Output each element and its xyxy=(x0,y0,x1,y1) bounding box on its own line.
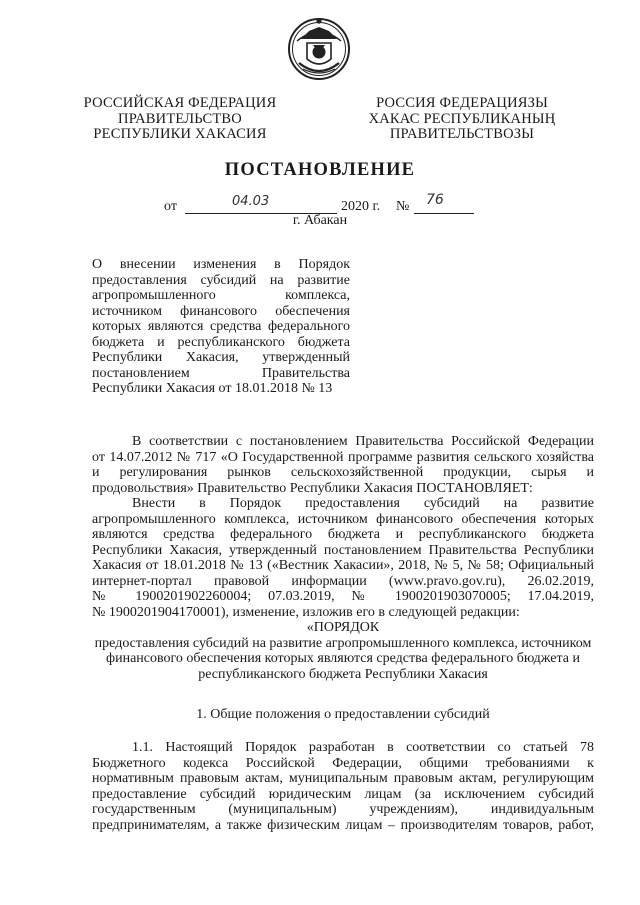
body-line: Хакасия от 18.01.2018 № 13 («Вестник Хакасии», 2018, № 5, № 58; Официальный xyxy=(92,558,594,573)
section-heading xyxy=(92,707,594,723)
header-left-line: РОССИЙСКАЯ ФЕДЕРАЦИЯ xyxy=(83,95,277,111)
body-line: предпринимателям, а также физическим лицам – производителям товаров, работ, xyxy=(92,817,594,833)
order-title-line: предоставления субсидий на развитие агропромышленного комплекса, источником xyxy=(94,635,592,651)
body-line: Бюджетного кодекса Российской Федерации, общими требованиями к xyxy=(92,755,594,771)
body-line: № 1900201902260004; 07.03.2019, № 1900201903070005; 17.04.2019, xyxy=(92,589,594,604)
subject-block xyxy=(92,257,350,397)
order-title-line: «ПОРЯДОК xyxy=(306,620,380,635)
header-left-line: РЕСПУБЛИКИ ХАКАСИЯ xyxy=(93,126,267,142)
body-line: предоставление субсидий юридическим лицам (за исключением субсидий xyxy=(92,786,594,802)
subject-line: предоставления субсидий на развитие xyxy=(92,272,350,288)
body-line: № 1900201904170001), изменение, изложив его в следующей редакции: xyxy=(92,604,520,620)
header-right-line: ПРАВИТЕЛЬСТВОЗЫ xyxy=(389,126,535,142)
subject-line: постановлением Правительства xyxy=(92,365,350,381)
header-right-block xyxy=(362,96,562,143)
body-line: государственным (муниципальным) учреждениям), индивидуальным xyxy=(92,802,594,817)
handwritten-date: 04.03 xyxy=(232,194,270,209)
body-line: агропромышленного комплекса, источником финансового обеспечения которых xyxy=(92,511,594,527)
body-line: нормативным правовым актам, муниципальным правовым актам, регулирующим xyxy=(92,771,594,786)
body-line: Внести в Порядок предоставления субсидий на развитие xyxy=(132,496,594,511)
number-underline xyxy=(414,199,474,214)
body-line: В соответствии с постановлением Правительства Российской Федерации xyxy=(132,434,594,449)
number-sign: № xyxy=(396,199,410,214)
order-title-line: республиканского бюджета Республики Хакасия xyxy=(198,666,488,682)
date-from-label: от xyxy=(164,199,177,214)
city-line: г. Абакан xyxy=(292,213,348,228)
body-line: 1.1. Настоящий Порядок разработан в соответствии со статьей 78 xyxy=(132,740,594,755)
document-title: ПОСТАНОВЛЕНИЕ xyxy=(224,160,416,180)
body-line: от 14.07.2012 № 717 «О Государственной программе развития сельского хозяйства xyxy=(92,449,594,465)
section-body-block xyxy=(92,740,594,833)
subject-line: Республики Хакасия от 18.01.2018 № 13 xyxy=(92,381,333,396)
preamble-block xyxy=(92,434,594,620)
order-title-line: финансового обеспечения которых являются средства федерального бюджета и xyxy=(106,651,580,666)
order-title-block xyxy=(92,620,594,682)
body-line: интернет-портал правовой информации (www.pravo.gov.ru), 26.02.2019, xyxy=(92,573,594,589)
header-right-line: ХАКАС РЕСПУБЛИКАНЫҢ xyxy=(368,110,556,127)
subject-line: источником финансового обеспечения xyxy=(92,303,350,319)
header-right-line: РОССИЯ ФЕДЕРАЦИЯЗЫ xyxy=(376,95,548,111)
coat-of-arms-emblem xyxy=(287,15,351,83)
date-year: 2020 г. xyxy=(341,199,381,214)
subject-line: которых являются средства федерального xyxy=(92,319,350,334)
subject-line: О внесении изменения в Порядок xyxy=(92,257,350,272)
body-line: являются средства федерального бюджета и республиканского бюджета xyxy=(92,527,594,542)
section-heading-text: 1. Общие положения о предоставлении субсидий xyxy=(196,707,490,722)
body-line: и регулирования рынков сельскохозяйственной продукции, сырья и xyxy=(92,465,594,480)
subject-line: агропромышленного комплекса, xyxy=(92,288,350,303)
body-line: Республики Хакасия, утвержденный постановлением Правительства Республики xyxy=(92,542,594,558)
handwritten-number: 76 xyxy=(426,192,444,208)
body-line: продовольствия» Правительство Республики Хакасия ПОСТАНОВЛЯЕТ: xyxy=(92,480,533,496)
subject-line: Республики Хакасия, утвержденный xyxy=(92,350,350,365)
subject-line: бюджета и республиканского бюджета xyxy=(92,334,350,350)
header-left-line: ПРАВИТЕЛЬСТВО xyxy=(118,110,242,127)
header-left-block xyxy=(80,96,280,143)
